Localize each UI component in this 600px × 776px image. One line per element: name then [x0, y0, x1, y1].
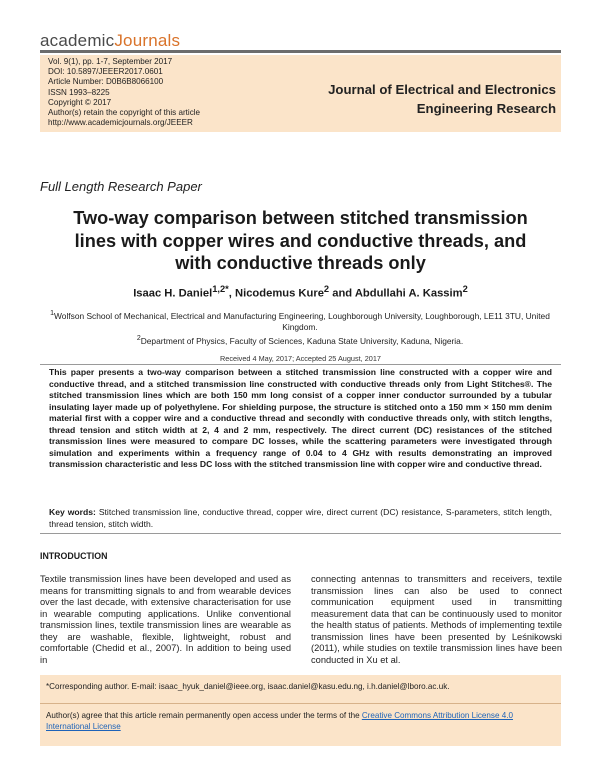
body-column-right: connecting antennas to transmitters and receivers, textile transmission lines can also be used to connect communication equipment used in transmitting measurement data that can be continuously used to monitor the health status of patients. Methods of implementing textile transmission lines have been presented by Leśnikowski (2011), while studies on textile transmission lines have been conducted in Xu et al.: [311, 574, 562, 665]
meta-issn: ISSN 1993–8225: [48, 87, 110, 97]
body-column-left: Textile transmission lines have been developed and used as means for transmitting signals to and from wearable devices over the last decade, with extensive characterisation for use in wearable computing applications. Unlike conventional transmission lines, textile transmission lines are wearable as they are washable, flexible, lightweight, robust and comfortable (Chedid et al., 2007). In addition to being used in: [40, 574, 291, 665]
section-heading: INTRODUCTION: [40, 551, 108, 561]
author-list: [40, 284, 561, 300]
paper-title: [40, 207, 561, 275]
abstract-top-rule: [40, 364, 561, 365]
affiliation-text: Wolfson School of Mechanical, Electrical and Manufacturing Engineering, Loughborough University, Loughborough, LE11 3TU, United Kingdom.: [54, 310, 550, 332]
abstract: This paper presents a two-way comparison between a stitched transmission line constructed with a copper wire and conductive thread, and a stitched transmission line constructed with conductive threads only from Light Stitches®. The stitched transmission lines which are both 150 mm long consist of a copper inner conductor surrounded by a tubular insulating layer made up of polyethylene. For shielding purpose, the structure is stitched onto a 150 mm × 150 mm denim material first with a copper wire and a conductive thread and secondly with conductive threads only, with stitch lengths, thread tension and stitch width at 2, 4 and 2 mm, respectively. The direct current (DC) resistances of the stitched transmission lines were measured to compare DC losses, while the scattering parameters were investigated through simulation and experiments within a frequency range of 0.04 to 4 GHz with results demonstrating an improved transmission characteristic and less DC loss with the stitched transmission line with copper wire and conductive thread.: [49, 367, 552, 469]
affiliation-marker: 1: [50, 310, 55, 317]
article-meta: [48, 57, 200, 128]
affiliations: [50, 308, 550, 347]
keywords-label: Key words:: [49, 507, 96, 517]
author-name: Isaac H. Daniel: [133, 287, 213, 300]
license-text: Author(s) agree that this article remain permanently open access under the terms of the: [46, 711, 362, 720]
author-affiliation-marker: 1,2*: [212, 284, 229, 294]
footnote-divider: [40, 703, 561, 704]
title-line: lines with copper wires and conductive threads, and: [74, 230, 527, 251]
journal-name: [328, 80, 556, 118]
keywords: [49, 507, 552, 530]
paper-type: Full Length Research Paper: [40, 179, 202, 194]
meta-volume: Vol. 9(1), pp. 1-7, September 2017: [48, 57, 173, 66]
title-line: Two-way comparison between stitched transmission: [73, 208, 528, 228]
abstract-bottom-rule: [40, 533, 561, 534]
meta-doi[interactable]: DOI: 10.5897/JEEER2017.0601: [48, 67, 163, 77]
journal-name-line2: Engineering Research: [416, 101, 556, 116]
affiliation-marker: 2: [136, 334, 141, 342]
author-name: Abdullahi A. Kassim: [354, 287, 463, 300]
header-rule: [40, 50, 561, 53]
keywords-text: Stitched transmission line, conductive thread, copper wire, direct current (DC) resistance, S-parameters, stitch length, thread tension, stitch width.: [49, 507, 553, 529]
meta-rights: Author(s) retain the copyright of this article: [48, 108, 201, 118]
license-note: [46, 710, 556, 732]
logo-text-academic: academic: [40, 31, 115, 50]
author-affiliation-marker: 2: [323, 284, 330, 294]
received-dates: Received 4 May, 2017; Accepted 25 August, 2017: [220, 354, 381, 363]
logo-text-journals: Journals: [114, 31, 181, 50]
meta-url[interactable]: http://www.academicjournals.org/JEEER: [48, 118, 193, 128]
author-affiliation-marker: 2: [462, 284, 468, 294]
corresponding-author: *Corresponding author. E-mail: isaac_hyuk_daniel@ieee.org, isaac.daniel@kasu.edu.ng, i.h.daniel@lboro.ac.uk.: [46, 682, 450, 691]
author-separator: and: [329, 287, 355, 300]
meta-copyright: Copyright © 2017: [48, 97, 112, 107]
author-separator: ,: [228, 287, 236, 300]
affiliation-1: [50, 308, 550, 333]
meta-article-number: Article Number: D0B6B8066100: [48, 77, 164, 87]
affiliation-text: Department of Physics, Faculty of Sciences, Kaduna State University, Kaduna, Nigeria.: [140, 335, 464, 346]
journal-name-line1: Journal of Electrical and Electronics: [328, 82, 556, 97]
license-link[interactable]: Creative Commons Attribution License 4.0 International License: [46, 711, 513, 731]
title-line: with conductive threads only: [175, 253, 426, 273]
author-name: Nicodemus Kure: [235, 287, 324, 300]
affiliation-2: [50, 333, 550, 347]
publisher-logo: [40, 31, 180, 51]
